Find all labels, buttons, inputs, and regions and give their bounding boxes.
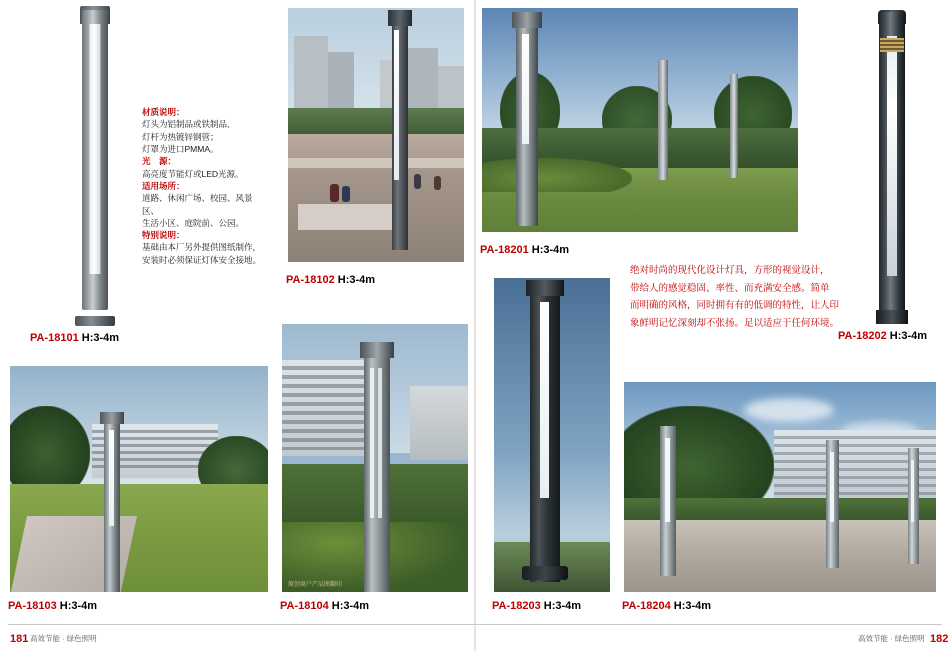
product-code: PA-18101	[30, 332, 79, 344]
spec-line-6: 适用场所：	[142, 180, 185, 191]
product-photo-pa-18204[interactable]	[622, 380, 938, 594]
product-height: H:3-4m	[81, 332, 120, 344]
product-code: PA-18104	[280, 600, 329, 612]
product-code: PA-18204	[622, 600, 671, 612]
product-photo-pa-18101[interactable]	[40, 6, 150, 326]
description-line-1: 带给人的感觉稳固、率性、而充满安全感。简单	[630, 282, 830, 294]
lamp-head	[100, 412, 124, 424]
description-line-2: 而明确的风格，同时拥有有的低调的特性，让人印	[630, 300, 840, 312]
product-height: H:3-4m	[543, 600, 582, 612]
shrub	[482, 158, 632, 192]
pedestrian	[434, 176, 441, 190]
material-spec-block	[142, 106, 262, 266]
product-code: PA-18103	[8, 600, 57, 612]
building	[294, 36, 328, 116]
lamp-head	[360, 342, 394, 358]
caption-pa-18101	[30, 332, 119, 344]
product-code: PA-18203	[492, 600, 541, 612]
photo-watermark: 原创商户产品图翻印	[288, 582, 343, 588]
product-description-block	[630, 262, 920, 332]
footer-divider	[8, 624, 942, 625]
footer-text-right: 高效节能 · 绿色照明	[858, 634, 925, 643]
bench	[298, 204, 394, 230]
lamp-diffuser	[911, 460, 914, 522]
product-photo-pa-18104[interactable]	[280, 322, 470, 594]
lamp-diffuser	[522, 34, 529, 144]
building	[328, 52, 354, 116]
lamp-diffuser	[394, 30, 399, 180]
pedestrian	[330, 184, 339, 202]
product-height: H:3-4m	[59, 600, 98, 612]
lamp-diffuser	[90, 24, 101, 274]
product-photo-pa-18201[interactable]	[480, 6, 800, 234]
lamp-pole	[364, 350, 390, 594]
building-windows	[282, 366, 368, 450]
lamp-head	[512, 12, 542, 28]
lamp-base	[75, 316, 115, 326]
tree-line	[288, 108, 464, 136]
lamp-base	[522, 566, 568, 580]
spec-line-5: 高亮度节能灯或LED光源。	[142, 168, 244, 179]
lamp-diffuser	[109, 430, 114, 526]
spec-line-8: 生活小区、庭院前、公园。	[142, 217, 245, 228]
page-spine	[474, 0, 476, 651]
description-line-3: 象鲜明记忆深刻却不张扬。足以适应于任何环境。	[630, 317, 840, 329]
spec-line-0: 材质说明：	[142, 107, 185, 117]
product-height: H:3-4m	[337, 274, 376, 286]
spec-line-10: 基础由本厂另外提供图纸制作，	[142, 242, 262, 253]
product-height: H:3-4m	[889, 330, 928, 342]
lamp-diffuser	[830, 452, 834, 522]
product-photo-pa-18103[interactable]	[8, 364, 270, 594]
lamp-diffuser	[370, 368, 374, 518]
lamp-diffuser	[887, 36, 897, 276]
caption-pa-18104	[280, 600, 369, 612]
caption-pa-18203	[492, 600, 581, 612]
caption-pa-18102	[286, 274, 375, 286]
description-line-0: 绝对时尚的现代化设计灯具，方形的视觉设计，	[630, 265, 830, 276]
spec-line-1: 灯头为铝制品或铁制品,	[142, 119, 230, 130]
lamp-diffuser	[540, 302, 549, 498]
spec-line-7: 道路、休闲广场、校园、风景区、	[142, 193, 253, 216]
spec-line-11: 安装时必须保证灯体安全接地。	[142, 254, 262, 265]
spec-line-9: 特别说明：	[142, 230, 185, 241]
product-height: H:3-4m	[331, 600, 370, 612]
page-number-right: 182	[930, 633, 949, 645]
page-number-left: 181	[10, 633, 29, 645]
pedestrian	[414, 174, 421, 189]
product-code: PA-18102	[286, 274, 335, 286]
product-code: PA-18202	[838, 330, 887, 342]
product-code: PA-18201	[480, 244, 529, 256]
footer-text-left: 高效节能 · 绿色照明	[30, 634, 97, 643]
building	[410, 386, 468, 460]
lamp-diffuser	[665, 438, 670, 522]
plaza-pavement	[288, 134, 464, 262]
spec-line-2: 灯杆为热镀锌钢管；	[142, 131, 219, 142]
lamp-grille	[880, 38, 904, 52]
pedestrian	[342, 186, 350, 202]
lamp-pole-distant	[730, 74, 738, 178]
spec-line-4: 光 源：	[142, 156, 177, 167]
caption-pa-18201	[480, 244, 569, 256]
spec-line-3: 灯罩为进口PMMA。	[142, 143, 219, 154]
tree	[10, 406, 90, 492]
lamp-head	[388, 10, 412, 26]
lamp-diffuser	[378, 368, 382, 518]
product-photo-pa-18203[interactable]	[492, 276, 612, 594]
product-height: H:3-4m	[673, 600, 712, 612]
lamp-pole-distant	[658, 60, 668, 180]
caption-pa-18204	[622, 600, 711, 612]
caption-pa-18103	[8, 600, 97, 612]
lamp-head	[526, 280, 564, 296]
product-height: H:3-4m	[531, 244, 570, 256]
kerb	[288, 158, 464, 168]
product-photo-pa-18102[interactable]	[286, 6, 466, 264]
